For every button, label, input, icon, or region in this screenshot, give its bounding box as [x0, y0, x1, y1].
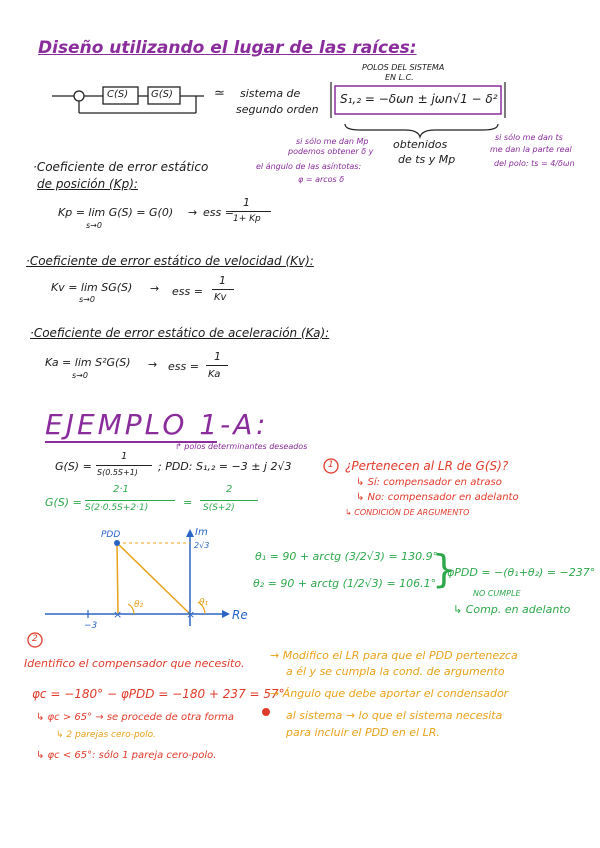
ka-ess-label: ess =: [168, 360, 199, 373]
step1-yes: ↳ Sí: compensador en atraso: [356, 477, 502, 488]
system-desc-1: sistema de: [240, 87, 301, 100]
page-title: Diseño utilizando el lugar de las raíces:: [38, 38, 417, 58]
ka-ess-num: 1: [214, 350, 221, 363]
right-note-3: del polo: ts = 4/δωn: [494, 159, 575, 168]
block-g-label: G(S): [151, 89, 173, 100]
kp-limit-sub: s→0: [86, 221, 102, 230]
kv-heading: ·Coeficiente de error estático de velocidad (Kv):: [26, 254, 314, 268]
step2-modify-2: a él y se cumpla la cond. de argumento: [286, 665, 505, 678]
kv-ess-label: ess =: [172, 285, 203, 298]
kv-limit-sub: s→0: [79, 295, 95, 304]
angle-line-2: al sistema → lo que el sistema necesita: [286, 709, 503, 722]
phi-c-lt65: ↳ φc < 65°: sólo 1 pareja cero-polo.: [36, 750, 217, 761]
kp-formula: Kp = lim G(S) = G(0): [58, 206, 174, 219]
left-note-3: el ángulo de las asíntotas:: [256, 162, 362, 171]
im-value-label: 2√3: [194, 541, 210, 550]
example-title: EJEMPLO 1-A:: [45, 408, 269, 441]
im-axis-label: Im: [195, 527, 208, 538]
phi-c-formula: φc = −180° − φPDD = −180 + 237 = 57°: [32, 687, 285, 701]
phi-pdd: φPDD = −(θ₁+θ₂) = −237°: [447, 566, 596, 579]
theta1-label: θ₁: [199, 598, 209, 608]
gs3-num: 2: [226, 484, 233, 495]
pdd-note: ↱ polos determinantes deseados: [175, 442, 308, 451]
gs1-label: G(S) =: [55, 460, 92, 473]
brace: }: [432, 547, 457, 591]
kv-formula: Kv = lim SG(S): [51, 281, 133, 294]
step1-condition: ↳ CONDICIÓN DE ARGUMENTO: [345, 508, 470, 517]
ka-ess-den: Ka: [208, 369, 221, 380]
step2-modify-1: → Modifico el LR para que el PDD pertenezca: [270, 649, 518, 662]
svg-text:×: ×: [186, 608, 196, 621]
gs1-den: S(0.5S+1): [97, 468, 138, 477]
x-tick-label: −3: [84, 621, 98, 631]
pdd-label: PDD: [101, 530, 121, 540]
ka-limit-sub: s→0: [72, 371, 88, 380]
phi-c-gt65: ↳ φc > 65° → se procede de otra forma: [36, 712, 235, 723]
kp-heading-1: ·Coeficiente de error estático: [33, 160, 209, 174]
angle-line-3: para incluir el PDD en el LR.: [286, 726, 440, 739]
poles-label-2: EN L.C.: [385, 73, 414, 82]
svg-text:×: ×: [113, 608, 123, 621]
kp-heading-2: de posición (Kp):: [37, 177, 138, 191]
right-note-1: si sólo me dan ts: [495, 133, 563, 142]
kp-ess-num: 1: [243, 196, 250, 209]
comp-adelanto: ↳ Comp. en adelanto: [453, 603, 571, 616]
re-axis-label: Re: [232, 608, 248, 622]
kp-ess-label: ess =: [203, 206, 234, 219]
ka-arrow: →: [148, 358, 158, 371]
left-note-2: podemos obtener δ y: [288, 147, 374, 156]
block-c-label: C(S): [107, 89, 129, 100]
obtained-1: obtenidos: [393, 138, 448, 151]
step2-number: 2: [32, 634, 38, 644]
kv-ess-den: Kv: [214, 292, 227, 303]
step2-identify: Identifico el compensador que necesito.: [24, 657, 245, 670]
right-note-2: me dan la parte real: [490, 145, 572, 154]
approx-symbol: ≃: [214, 86, 225, 101]
step1-number: 1: [328, 460, 334, 470]
poles-label-1: POLOS DEL SISTEMA: [362, 63, 445, 72]
obtained-2: de ts y Mp: [398, 153, 456, 166]
gs1-num: 1: [121, 451, 128, 462]
poles-formula: S₁,₂ = −δωn ± jωn√1 − δ²: [340, 92, 498, 106]
left-note-1: si sólo me dan Mp: [296, 137, 369, 146]
ka-heading: ·Coeficiente de error estático de aceleración (Ka):: [30, 326, 330, 340]
system-desc-2: segundo orden: [236, 103, 319, 116]
angle-line-1: → Ángulo que debe aportar el condensador: [270, 687, 509, 700]
step1-no: ↳ No: compensador en adelanto: [356, 492, 519, 503]
kp-arrow: →: [188, 206, 198, 219]
kv-arrow: →: [150, 282, 160, 295]
theta2-label: θ₂: [134, 600, 144, 610]
gs2-num: 2·1: [113, 484, 129, 495]
phi-c-gt65-pairs: ↳ 2 parejas cero-polo.: [56, 730, 157, 740]
left-note-4: φ = arcos δ: [298, 175, 345, 184]
gs3-den: S(S+2): [203, 503, 235, 513]
kv-ess-num: 1: [219, 274, 226, 287]
theta2-formula: θ₂ = 90 + arctg (1/2√3) = 106.1°: [253, 577, 437, 590]
gs2-eq: =: [183, 496, 193, 509]
ka-formula: Ka = lim S²G(S): [45, 356, 131, 369]
no-cumple: NO CUMPLE: [473, 589, 521, 598]
theta1-formula: θ₁ = 90 + arctg (3/2√3) = 130.9°: [255, 550, 439, 563]
step1-question: ¿Pertenecen al LR de G(S)?: [345, 459, 509, 473]
kp-ess-den: 1+ Kp: [233, 214, 261, 224]
gs2-label: G(S) =: [45, 496, 82, 509]
gs2-den: S(2·0.5S+2·1): [85, 503, 149, 513]
pdd-formula: ; PDD: S₁,₂ = −3 ± j 2√3: [158, 460, 292, 473]
